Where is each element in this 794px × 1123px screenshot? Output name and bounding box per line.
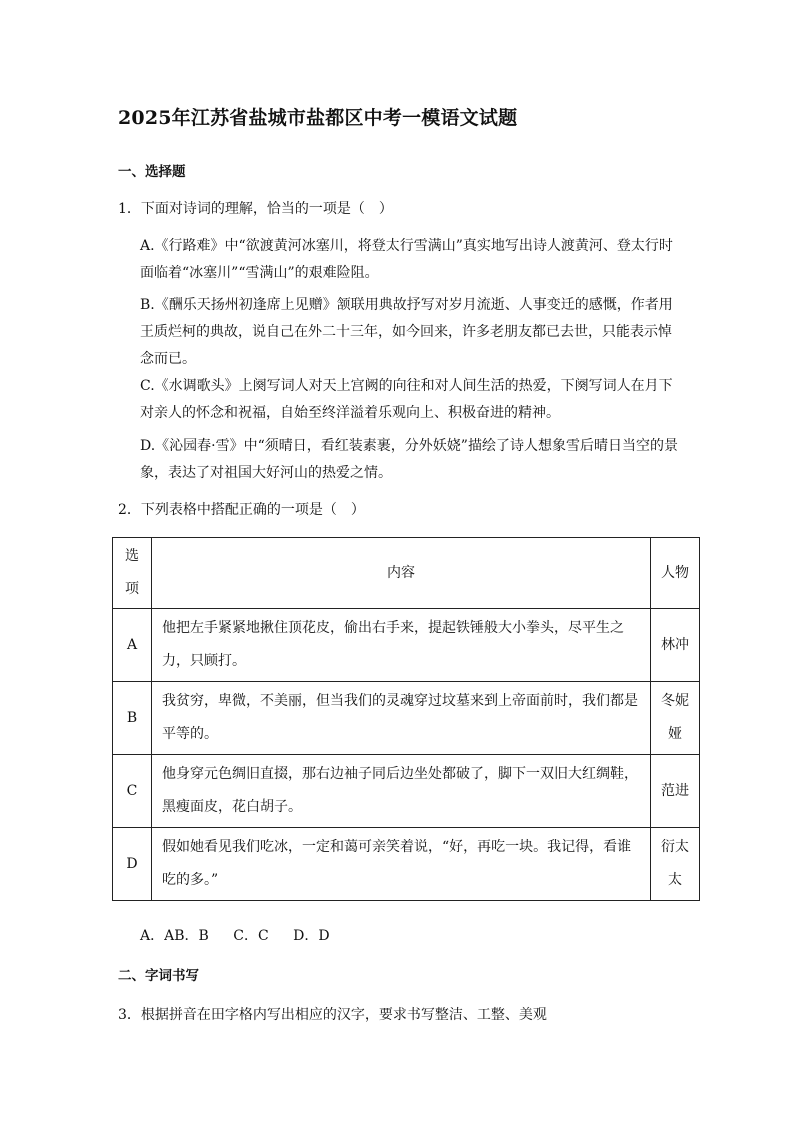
question-3-stem: 3．根据拼音在田字格内写出相应的汉字，要求书写整洁、工整、美观 bbox=[118, 1007, 547, 1023]
page-title: 2025年江苏省盐城市盐都区中考一模语文试题 bbox=[118, 107, 518, 129]
row-option: D bbox=[113, 828, 152, 901]
question-1-option-b: B.《酬乐天扬州初逢席上见赠》颔联用典故抒写对岁月流逝、人事变迁的感慨，作者用王质烂柯的典故，说自己在外二十三年，如今回来，许多老朋友都已去世，只能表示悼念而已。 bbox=[140, 297, 673, 367]
row-option: A bbox=[113, 609, 152, 682]
row-person bbox=[651, 682, 700, 755]
table-row bbox=[113, 682, 700, 755]
row-content: 他把左手紧紧地揪住顶花皮，偷出右手来，提起铁锤般大小拳头，尽平生之力，只顾打。 bbox=[152, 609, 651, 682]
question-1-option-c: C.《水调歌头》上阕写词人对天上宫阙的向往和对人间生活的热爱，下阕写词人在月下对亲人的怀念和祝福，自始至终洋溢着乐观向上、积极奋进的精神。 bbox=[140, 378, 673, 421]
table-header-row bbox=[113, 538, 700, 609]
row-person: 林冲 bbox=[651, 609, 700, 682]
row-person-text: 衍太太 bbox=[661, 839, 689, 888]
row-content: 他身穿元色绸旧直掇，那右边袖子同后边坐处都破了，脚下一双旧大红绸鞋，黑瘦面皮，花白胡子。 bbox=[152, 755, 651, 828]
section-heading-writing: 二、字词书写 bbox=[118, 968, 199, 984]
question-1-option-a: A.《行路难》中“欲渡黄河冰塞川，将登太行雪满山”真实地写出诗人渡黄河、登太行时面临着“冰塞川”“雪满山”的艰难险阻。 bbox=[140, 238, 673, 281]
row-person: 范进 bbox=[651, 755, 700, 828]
question-2-answer-choices: A．AB．B C．C D．D bbox=[140, 928, 330, 944]
row-person bbox=[651, 828, 700, 901]
header-option-text: 选项 bbox=[125, 548, 139, 597]
row-content: 假如她看见我们吃冰，一定和蔼可亲笑着说，“好，再吃一块。我记得，看谁吃的多。” bbox=[152, 828, 651, 901]
row-content: 我贫穷，卑微，不美丽，但当我们的灵魂穿过坟墓来到上帝面前时，我们都是平等的。 bbox=[152, 682, 651, 755]
row-person-text: 冬妮娅 bbox=[661, 693, 689, 742]
header-option bbox=[113, 538, 152, 609]
section-heading-choice: 一、选择题 bbox=[118, 164, 186, 180]
row-option: C bbox=[113, 755, 152, 828]
question-1-stem: 1．下面对诗词的理解，恰当的一项是（ ） bbox=[118, 201, 393, 217]
row-option: B bbox=[113, 682, 152, 755]
question-2-stem: 2．下列表格中搭配正确的一项是（ ） bbox=[118, 502, 365, 518]
question-1-option-d: D.《沁园春·雪》中“须晴日，看红装素裹，分外妖娆”描绘了诗人想象雪后晴日当空的景象，表达了对祖国大好河山的热爱之情。 bbox=[140, 438, 678, 481]
table-row bbox=[113, 609, 700, 682]
table-row bbox=[113, 828, 700, 901]
matching-table bbox=[112, 537, 700, 901]
table-row bbox=[113, 755, 700, 828]
header-person: 人物 bbox=[651, 538, 700, 609]
header-content: 内容 bbox=[152, 538, 651, 609]
